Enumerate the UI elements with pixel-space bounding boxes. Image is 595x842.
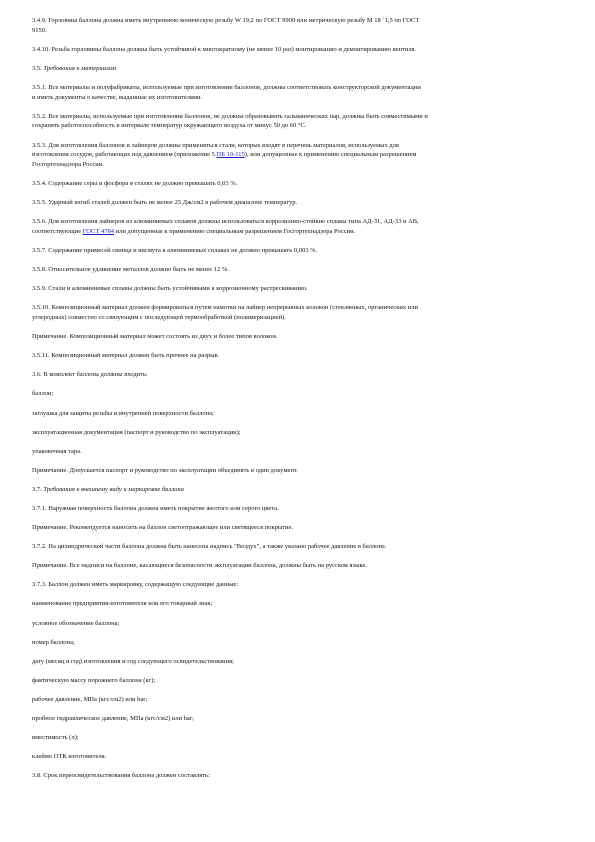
section-heading-text: Требования к материалам bbox=[43, 64, 117, 72]
p-3-5-4 bbox=[32, 179, 568, 189]
p-3-5-10 bbox=[32, 303, 568, 322]
link-gost-4784[interactable]: ГОСТ 4784 bbox=[82, 227, 114, 235]
text-run: 3.5.2. Все материалы, используемые при изготовлении баллонов, не должны образовывать гальванических пар, должны быть совместимыми и bbox=[32, 112, 428, 120]
text-run: Госгортехнадзора России. bbox=[32, 160, 104, 168]
text-run: фактическую массу порожнего баллона (кг); bbox=[32, 676, 156, 684]
p-3-5-1 bbox=[32, 83, 568, 102]
text-run: и иметь документы о качестве, выданные их изготовителями. bbox=[32, 93, 203, 101]
text-run: пробное гидравлическое давление, МПа (кгс/см2) или bar; bbox=[32, 715, 194, 723]
text-run: наименование предприятия-изготовителя или его товарный знак; bbox=[32, 600, 213, 608]
p-note-1 bbox=[32, 332, 568, 342]
text-run: 3.8. Срок переосвидетельствования баллона должен составлять: bbox=[32, 772, 210, 780]
text-run: 3.5.11. Композиционный материал должен быть прочнее на разрыв. bbox=[32, 352, 220, 360]
text-run: рабочее давление, МПа (кгс/см2) или bar; bbox=[32, 695, 148, 703]
p-3-5-11 bbox=[32, 351, 568, 361]
text-run: 9150. bbox=[32, 26, 47, 34]
p-mark-2 bbox=[32, 619, 568, 629]
p-3-6 bbox=[32, 370, 568, 380]
text-run: дату (месяц и год) изготовления и год следующего освидетельствования; bbox=[32, 657, 234, 665]
p-3-5-8 bbox=[32, 265, 568, 275]
p-3-4-10 bbox=[32, 45, 568, 55]
p-note-3 bbox=[32, 523, 568, 533]
p-3-7 bbox=[32, 485, 568, 495]
p-3-8 bbox=[32, 771, 568, 781]
document-body bbox=[32, 16, 568, 790]
text-run: 3.5.4. Содержание серы и фосфора в сталях не должно превышать 0,03 %. bbox=[32, 180, 238, 188]
text-run: ), или допущенные к применению специальным разрешением bbox=[244, 151, 417, 159]
text-run: заглушка для защиты резьбы и внутренней поверхности баллона; bbox=[32, 409, 214, 417]
text-run: 3.7.1. Наружная поверхность баллона должна иметь покрытие желтого или серого цвета. bbox=[32, 504, 279, 512]
text-run: вместимость (л); bbox=[32, 734, 79, 742]
p-3-7-3 bbox=[32, 580, 568, 590]
p-3-7-2 bbox=[32, 542, 568, 552]
text-run: или допущенные к применению специальным разрешением Госгортехнадзора России. bbox=[113, 227, 356, 235]
text-run: 3.5.9. Стали и алюминиевые сплавы должны быть устойчивыми к коррозионному растрескиванию. bbox=[32, 285, 308, 293]
text-run: клеймо ОТК изготовителя. bbox=[32, 753, 107, 761]
text-run: 3.5.7. Содержание примесей свинца и висмута в алюминиевых сплавах не должно превышать 0,003 %. bbox=[32, 247, 318, 255]
text-run: Примечание. Все надписи на баллоне, касающиеся безопасности эксплуатации баллона, должны быть на русском языке. bbox=[32, 562, 367, 570]
text-run: 3.5.6. Для изготовления лайнеров из алюминиевых сплавов должны использоваться коррозионно-стойкие сплавы типа АД-31, АД-33 и АВ, bbox=[32, 218, 419, 226]
text-run: 3.7. bbox=[32, 485, 44, 493]
text-run: номер баллона; bbox=[32, 638, 75, 646]
text-run: 3.4.9. Горловина баллона должна иметь внутреннюю коническую резьбу W 19,2 по ГОСТ 9909 или метрическую резьбу М 18 ´1,5 по ГОСТ bbox=[32, 17, 420, 24]
text-run: 3.5.10. Композиционный материал должен формироваться путем намотки на лайнер непрерывных волокон (стеклянных, органических или bbox=[32, 304, 418, 312]
p-mark-1 bbox=[32, 599, 568, 609]
text-run: эксплуатационная документация (паспорт и руководство по эксплуатации); bbox=[32, 428, 241, 436]
p-3-5-2 bbox=[32, 112, 568, 131]
p-3-5-5 bbox=[32, 198, 568, 208]
text-run: сохранять работоспособность в интервале температур окружающего воздуха от минус 50 до 60 °С. bbox=[32, 122, 307, 130]
p-mark-7 bbox=[32, 714, 568, 724]
text-run: углеродных) совместно со связующим с последующей термообработкой (полимеризацией). bbox=[32, 314, 286, 322]
text-run: соответствующие bbox=[32, 227, 83, 235]
text-run: 3.7.2. На цилиндрической части баллона должна быть нанесена надпись "Воздух", а также указано рабочее давление в баллоне. bbox=[32, 543, 387, 551]
text-run: 3.6. В комплект баллона должны входить: bbox=[32, 371, 148, 379]
p-mark-4 bbox=[32, 657, 568, 667]
p-item-zaglushka bbox=[32, 409, 568, 419]
text-run: Примечание. Рекомендуется наносить на баллон светоотражающее или светящееся покрытие. bbox=[32, 524, 294, 532]
p-mark-8 bbox=[32, 733, 568, 743]
text-run: 3.5.3. Для изготовления баллонов и лайнеров должны применяться стали, которые входят в перечень материалов, используемых для bbox=[32, 141, 399, 149]
p-item-docs bbox=[32, 428, 568, 438]
text-run: 3.5.5. Ударный изгиб сталей должен быть не менее 25 Дж/см2 в рабочем диапазоне температур. bbox=[32, 199, 298, 207]
link-pb-10-115[interactable]: ПБ 10-115 bbox=[216, 151, 245, 159]
p-3-5-9 bbox=[32, 284, 568, 294]
p-3-4-9 bbox=[32, 16, 568, 35]
p-mark-3 bbox=[32, 638, 568, 648]
p-item-tara bbox=[32, 447, 568, 457]
section-heading-text: Требования к внешнему виду и маркировке баллона bbox=[43, 485, 184, 493]
text-run: упаковочная тара. bbox=[32, 447, 82, 455]
p-mark-6 bbox=[32, 695, 568, 705]
text-run: 3.4.10. Резьба горловины баллона должна быть устойчивой к многократному (не менее 10 раз) монтированию и демонтированию вентиля. bbox=[32, 45, 417, 53]
p-note-2 bbox=[32, 466, 568, 476]
text-run: 3.5.8. Относительное удлинение металлов должно быть не менее 12 %. bbox=[32, 266, 229, 274]
p-item-ballon bbox=[32, 389, 568, 399]
text-run: изготовления сосудов, работающих под давлением (приложение 5 bbox=[32, 151, 217, 159]
p-3-5 bbox=[32, 64, 568, 74]
text-run: Примечание. Допускается паспорт и руководство по эксплуатации объединять в один документ. bbox=[32, 466, 298, 474]
p-mark-9 bbox=[32, 752, 568, 762]
text-run: Примечание. Композиционный материал может состоять из двух и более типов волокон. bbox=[32, 333, 278, 341]
p-3-7-1 bbox=[32, 504, 568, 514]
p-3-5-6 bbox=[32, 217, 568, 236]
text-run: 3.5.1. Все материалы и полуфабрикаты, используемые при изготовлении баллонов, должны соответствовать конструкторской документации bbox=[32, 83, 421, 91]
p-note-4 bbox=[32, 561, 568, 571]
text-run: 3.7.3. Баллон должен иметь маркировку, содержащую следующие данные: bbox=[32, 581, 239, 589]
p-3-5-7 bbox=[32, 246, 568, 256]
text-run: условное обозначение баллона; bbox=[32, 619, 120, 627]
text-run: 3.5. bbox=[32, 64, 44, 72]
p-3-5-3 bbox=[32, 141, 568, 170]
p-mark-5 bbox=[32, 676, 568, 686]
text-run: баллон; bbox=[32, 390, 54, 398]
